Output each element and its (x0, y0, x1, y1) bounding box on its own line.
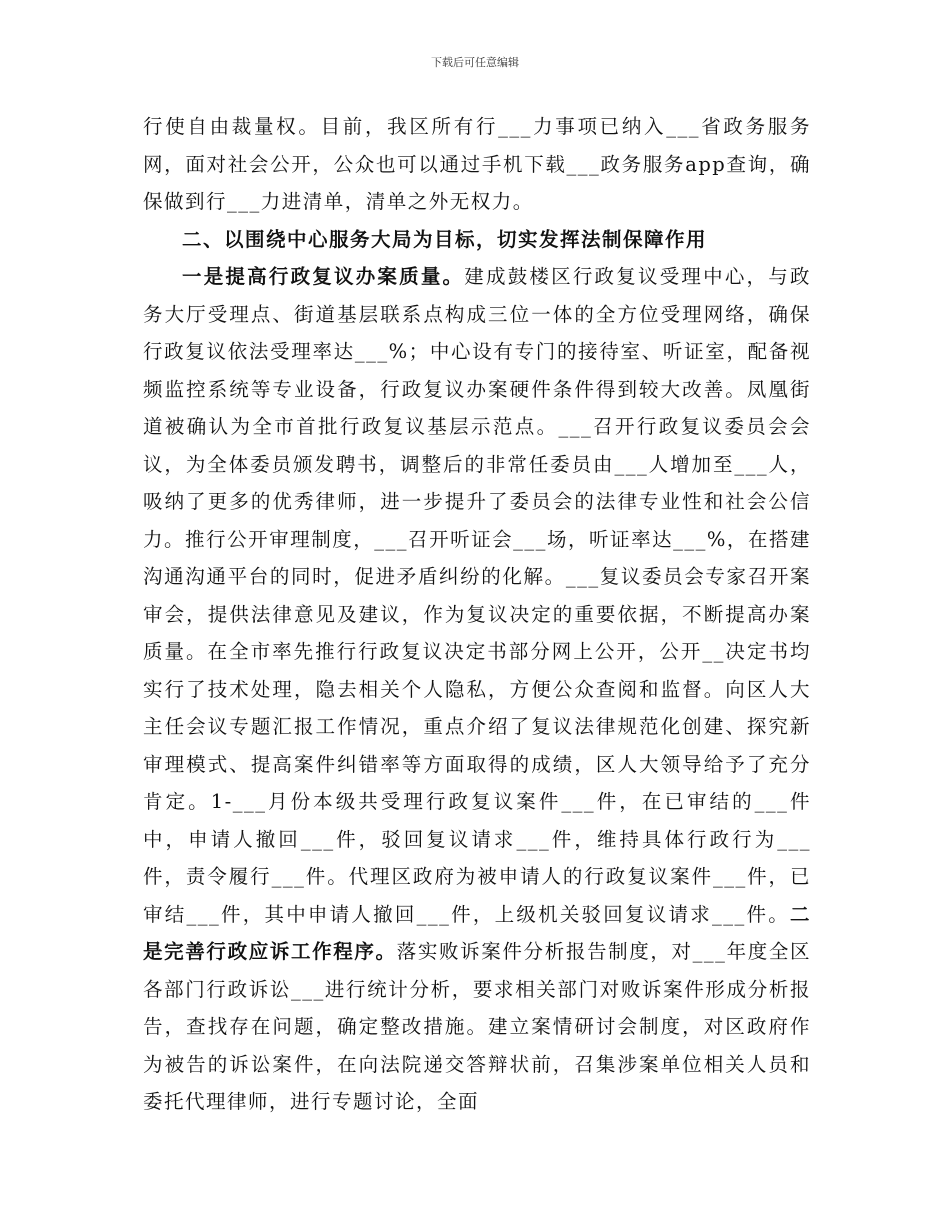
page-header: 下载后可任意编辑 (431, 56, 519, 69)
paragraph-review-quality (143, 258, 811, 1121)
section-heading: 二、以围绕中心服务大局为目标，切实发挥法制保障作用 (182, 227, 708, 251)
paragraph-review-quality-body: 建成鼓楼区行政复议受理中心，与政务大厅受理点、街道基层联系点构成三位一体的全方位受理网络，确保行政复议依法受理率达___%；中心设有专门的接待室、听证室，配备视频监控系统等专业设备，行政复议办案硬件条件得到较大改善。凤凰街道被确认为全市首批行政复议基层示范点。___召开行政复议委员会会议，为全体委员颁发聘书，调整后的非常任委员由___人增加至___人，吸纳了更多的优秀律师，进一步提升了委员会的法律专业性和社会公信力。推行公开审理制度，___召开听证会___场，听证率达___%，在搭建沟通沟通平台的同时，促进矛盾纠纷的化解。___复议委员会专家召开案审会，提供法律意见及建议，作为复议决定的重要依据，不断提高办案质量。在全市率先推行行政复议决定书部分网上公开，公开__决定书均实行了技术处理，隐去相关个人隐私，方便公众查阅和监督。向区人大主任会议专题汇报工作情况，重点介绍了复议法律规范化创建、探究新审理模式、提高案件纠错率等方面取得的成绩，区人大领导给予了充分肯定。1-___月份本级共受理行政复议案件___件，在已审结的___件中，申请人撤回___件，驳回复议请求___件，维持具体行政行为___件，责令履行___件。代理区政府为被申请人的行政复议案件___件，已审结___件，其中申请人撤回___件，上级机关驳回复议请求___件。 (143, 265, 811, 926)
subheading-review-quality: 一是提高行政复议办案质量。 (182, 265, 465, 288)
document-body (143, 108, 811, 1121)
paragraph-continuation: 行使自由裁量权。目前，我区所有行___力事项已纳入___省政务服务网，面对社会公开，公众也可以通过手机下载___政务服务app查询，确保做到行___力进清单，清单之外无权力。 (143, 115, 811, 213)
subheading-litigation-procedure: 二是完善行政应诉工作程序。 (143, 902, 811, 963)
paragraph-litigation-procedure-body: 落实败诉案件分析报告制度，对___年度全区各部门行政诉讼___进行统计分析，要求相关部门对败诉案件形成分析报告，查找存在问题，确定整改措施。建立案情研讨会制度，对区政府作为被告的诉讼案件，在向法院递交答辩状前，召集涉案单位相关人员和委托代理律师，进行专题讨论，全面 (143, 940, 811, 1113)
